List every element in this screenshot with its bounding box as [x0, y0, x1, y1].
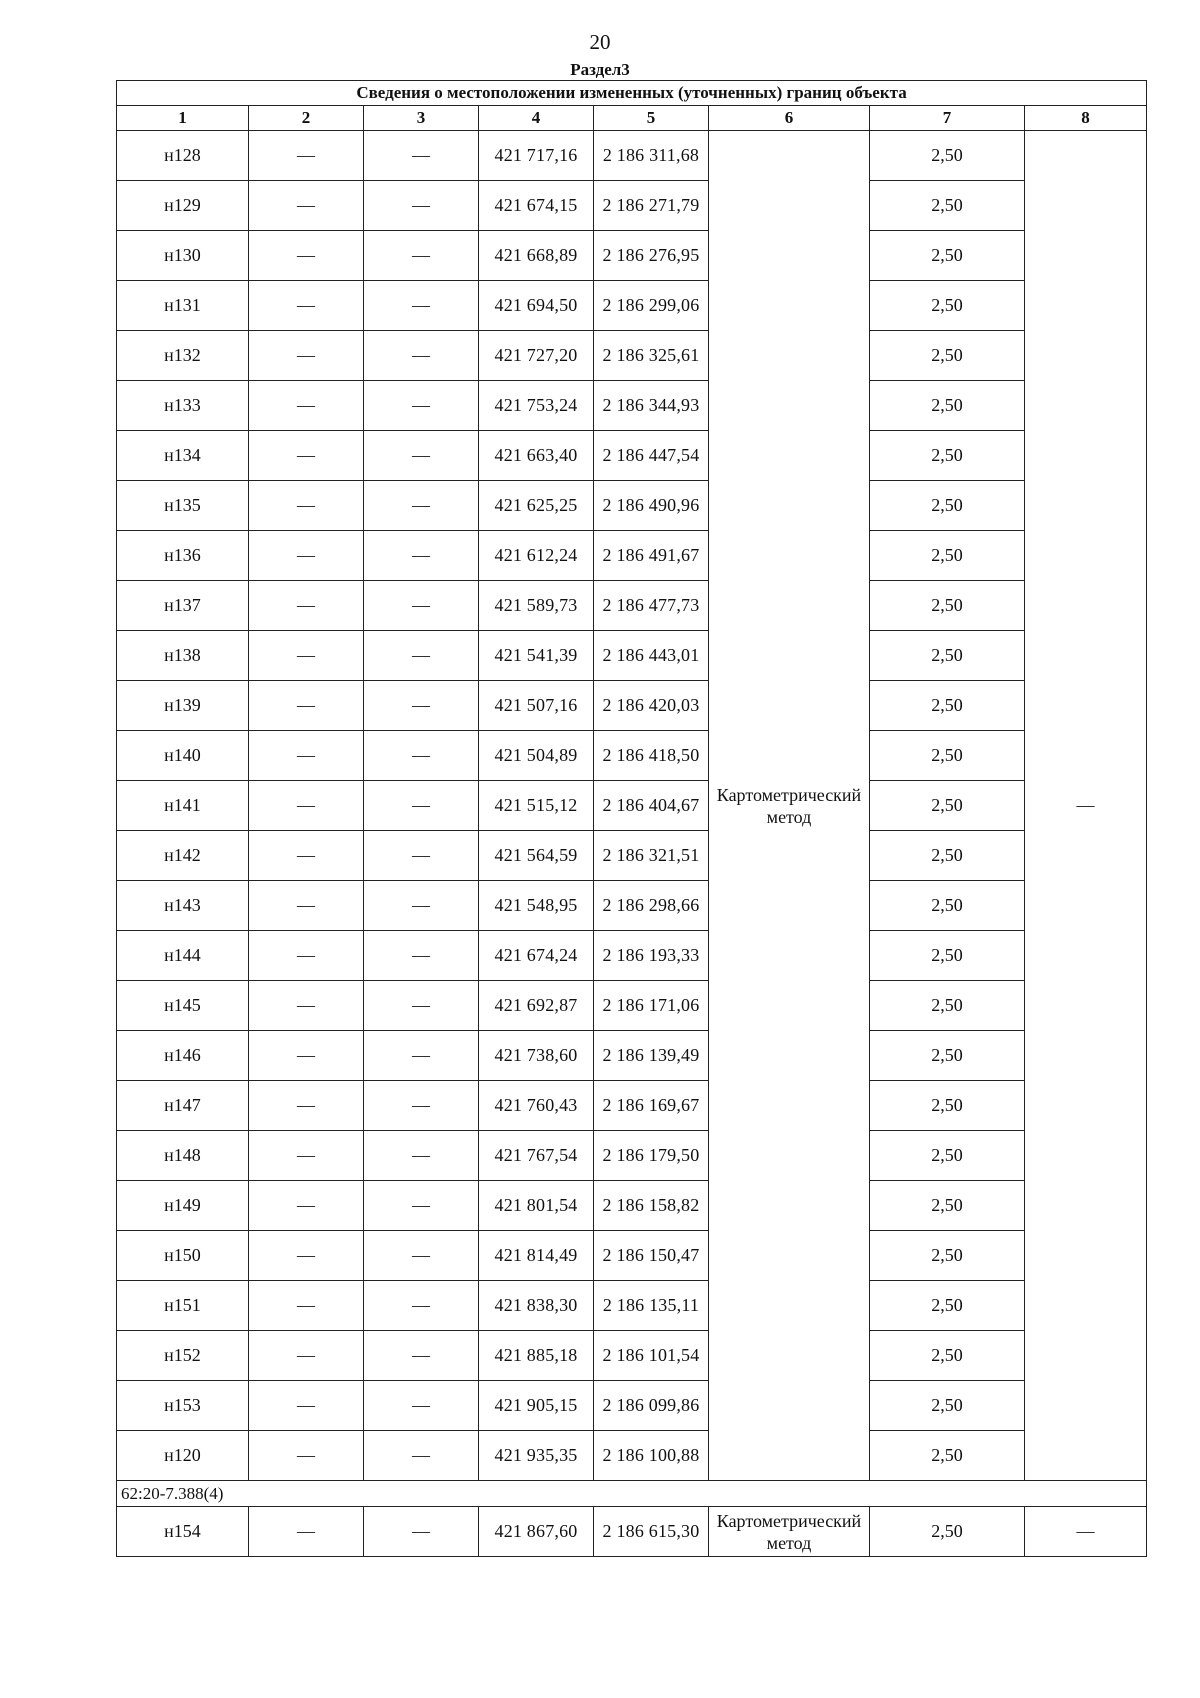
table-row — [117, 1031, 1147, 1081]
y-coordinate-cell: 2 186 298,66 — [594, 881, 709, 931]
y-coordinate-cell: 2 186 491,67 — [594, 531, 709, 581]
y-coordinate-cell: 2 186 420,03 — [594, 681, 709, 731]
y-coordinate-cell: 2 186 271,79 — [594, 181, 709, 231]
col8-cell-merged: — — [1025, 131, 1147, 1481]
accuracy-cell: 2,50 — [870, 631, 1025, 681]
y-coordinate-cell: 2 186 179,50 — [594, 1131, 709, 1181]
group-label: 62:20-7.388(4) — [117, 1481, 1147, 1507]
col2-cell: — — [249, 981, 364, 1031]
point-cell: н150 — [117, 1231, 249, 1281]
column-header-1: 1 — [117, 106, 249, 131]
table-row — [117, 631, 1147, 681]
x-coordinate-cell: 421 674,24 — [479, 931, 594, 981]
point-cell: н140 — [117, 731, 249, 781]
table-row — [117, 1431, 1147, 1481]
y-coordinate-cell: 2 186 169,67 — [594, 1081, 709, 1131]
boundary-table — [116, 80, 1147, 1557]
point-cell: н132 — [117, 331, 249, 381]
x-coordinate-cell: 421 663,40 — [479, 431, 594, 481]
col2-cell: — — [249, 831, 364, 881]
y-coordinate-cell: 2 186 139,49 — [594, 1031, 709, 1081]
y-coordinate-cell: 2 186 100,88 — [594, 1431, 709, 1481]
x-coordinate-cell: 421 504,89 — [479, 731, 594, 781]
column-header-5: 5 — [594, 106, 709, 131]
point-cell: н129 — [117, 181, 249, 231]
point-cell: н128 — [117, 131, 249, 181]
col2-cell: — — [249, 1081, 364, 1131]
y-coordinate-cell: 2 186 101,54 — [594, 1331, 709, 1381]
col3-cell: — — [364, 1507, 479, 1557]
point-cell: н144 — [117, 931, 249, 981]
accuracy-cell: 2,50 — [870, 1431, 1025, 1481]
accuracy-cell: 2,50 — [870, 231, 1025, 281]
table-row — [117, 931, 1147, 981]
y-coordinate-cell: 2 186 477,73 — [594, 581, 709, 631]
table-row — [117, 431, 1147, 481]
table-row — [117, 581, 1147, 631]
col3-cell: — — [364, 331, 479, 381]
point-cell: н153 — [117, 1381, 249, 1431]
x-coordinate-cell: 421 507,16 — [479, 681, 594, 731]
accuracy-cell: 2,50 — [870, 581, 1025, 631]
x-coordinate-cell: 421 717,16 — [479, 131, 594, 181]
col3-cell: — — [364, 581, 479, 631]
page-number: 20 — [589, 30, 611, 54]
accuracy-cell: 2,50 — [870, 331, 1025, 381]
col2-cell: — — [249, 1331, 364, 1381]
x-coordinate-cell: 421 905,15 — [479, 1381, 594, 1431]
table-row — [117, 831, 1147, 881]
col2-cell: — — [249, 431, 364, 481]
col3-cell: — — [364, 181, 479, 231]
point-cell: н138 — [117, 631, 249, 681]
y-coordinate-cell: 2 186 321,51 — [594, 831, 709, 881]
table-row — [117, 281, 1147, 331]
col3-cell: — — [364, 131, 479, 181]
col3-cell: — — [364, 681, 479, 731]
table-row — [117, 481, 1147, 531]
col3-cell: — — [364, 1431, 479, 1481]
col2-cell: — — [249, 631, 364, 681]
accuracy-cell: 2,50 — [870, 281, 1025, 331]
x-coordinate-cell: 421 885,18 — [479, 1331, 594, 1381]
col2-cell: — — [249, 1381, 364, 1431]
accuracy-cell: 2,50 — [870, 481, 1025, 531]
y-coordinate-cell: 2 186 615,30 — [594, 1507, 709, 1557]
accuracy-cell: 2,50 — [870, 1131, 1025, 1181]
point-cell: н136 — [117, 531, 249, 581]
x-coordinate-cell: 421 625,25 — [479, 481, 594, 531]
col2-cell: — — [249, 1281, 364, 1331]
section-title: Раздел3 — [570, 60, 630, 79]
x-coordinate-cell: 421 727,20 — [479, 331, 594, 381]
column-header-2: 2 — [249, 106, 364, 131]
x-coordinate-cell: 421 814,49 — [479, 1231, 594, 1281]
point-cell: н130 — [117, 231, 249, 281]
table-row — [117, 1507, 1147, 1557]
col2-cell: — — [249, 281, 364, 331]
point-cell: н134 — [117, 431, 249, 481]
col2-cell: — — [249, 181, 364, 231]
method-cell-merged: Картометрический метод — [709, 131, 870, 1481]
y-coordinate-cell: 2 186 158,82 — [594, 1181, 709, 1231]
y-coordinate-cell: 2 186 490,96 — [594, 481, 709, 531]
col2-cell: — — [249, 881, 364, 931]
col2-cell: — — [249, 381, 364, 431]
table-row — [117, 331, 1147, 381]
y-coordinate-cell: 2 186 299,06 — [594, 281, 709, 331]
accuracy-cell: 2,50 — [870, 431, 1025, 481]
accuracy-cell: 2,50 — [870, 1231, 1025, 1281]
col3-cell: — — [364, 731, 479, 781]
col3-cell: — — [364, 531, 479, 581]
table-row — [117, 1131, 1147, 1181]
col2-cell: — — [249, 781, 364, 831]
table-row — [117, 1081, 1147, 1131]
column-header-6: 6 — [709, 106, 870, 131]
accuracy-cell: 2,50 — [870, 531, 1025, 581]
accuracy-cell: 2,50 — [870, 1381, 1025, 1431]
y-coordinate-cell: 2 186 193,33 — [594, 931, 709, 981]
y-coordinate-cell: 2 186 276,95 — [594, 231, 709, 281]
x-coordinate-cell: 421 668,89 — [479, 231, 594, 281]
x-coordinate-cell: 421 760,43 — [479, 1081, 594, 1131]
y-coordinate-cell: 2 186 447,54 — [594, 431, 709, 481]
col3-cell: — — [364, 1281, 479, 1331]
col3-cell: — — [364, 1181, 479, 1231]
col2-cell: — — [249, 581, 364, 631]
col3-cell: — — [364, 931, 479, 981]
y-coordinate-cell: 2 186 344,93 — [594, 381, 709, 431]
point-cell: н146 — [117, 1031, 249, 1081]
table-row — [117, 131, 1147, 181]
x-coordinate-cell: 421 694,50 — [479, 281, 594, 331]
col2-cell: — — [249, 531, 364, 581]
col3-cell: — — [364, 1031, 479, 1081]
col2-cell: — — [249, 1507, 364, 1557]
table-row — [117, 1231, 1147, 1281]
method-cell: Картометрический метод — [709, 1507, 870, 1557]
accuracy-cell: 2,50 — [870, 1181, 1025, 1231]
table-row — [117, 881, 1147, 931]
x-coordinate-cell: 421 801,54 — [479, 1181, 594, 1231]
point-cell: н120 — [117, 1431, 249, 1481]
col3-cell: — — [364, 1381, 479, 1431]
col2-cell: — — [249, 231, 364, 281]
column-header-3: 3 — [364, 106, 479, 131]
table-row — [117, 381, 1147, 431]
col2-cell: — — [249, 481, 364, 531]
col2-cell: — — [249, 331, 364, 381]
accuracy-cell: 2,50 — [870, 931, 1025, 981]
y-coordinate-cell: 2 186 171,06 — [594, 981, 709, 1031]
point-cell: н151 — [117, 1281, 249, 1331]
col3-cell: — — [364, 631, 479, 681]
table-row — [117, 181, 1147, 231]
accuracy-cell: 2,50 — [870, 1281, 1025, 1331]
col3-cell: — — [364, 831, 479, 881]
col3-cell: — — [364, 1131, 479, 1181]
x-coordinate-cell: 421 548,95 — [479, 881, 594, 931]
col2-cell: — — [249, 681, 364, 731]
x-coordinate-cell: 421 738,60 — [479, 1031, 594, 1081]
x-coordinate-cell: 421 589,73 — [479, 581, 594, 631]
x-coordinate-cell: 421 867,60 — [479, 1507, 594, 1557]
col2-cell: — — [249, 931, 364, 981]
table-row — [117, 781, 1147, 831]
y-coordinate-cell: 2 186 099,86 — [594, 1381, 709, 1431]
table-row — [117, 981, 1147, 1031]
y-coordinate-cell: 2 186 150,47 — [594, 1231, 709, 1281]
col2-cell: — — [249, 1431, 364, 1481]
x-coordinate-cell: 421 935,35 — [479, 1431, 594, 1481]
point-cell: н141 — [117, 781, 249, 831]
point-cell: н137 — [117, 581, 249, 631]
accuracy-cell: 2,50 — [870, 781, 1025, 831]
table-row — [117, 1381, 1147, 1431]
accuracy-cell: 2,50 — [870, 1331, 1025, 1381]
col3-cell: — — [364, 1081, 479, 1131]
table-caption: Сведения о местоположении измененных (уточненных) границ объекта — [117, 81, 1147, 106]
col3-cell: — — [364, 281, 479, 331]
accuracy-cell: 2,50 — [870, 131, 1025, 181]
col3-cell: — — [364, 981, 479, 1031]
y-coordinate-cell: 2 186 418,50 — [594, 731, 709, 781]
y-coordinate-cell: 2 186 311,68 — [594, 131, 709, 181]
table-row — [117, 1281, 1147, 1331]
accuracy-cell: 2,50 — [870, 681, 1025, 731]
col3-cell: — — [364, 781, 479, 831]
x-coordinate-cell: 421 753,24 — [479, 381, 594, 431]
col2-cell: — — [249, 131, 364, 181]
table-row — [117, 681, 1147, 731]
y-coordinate-cell: 2 186 404,67 — [594, 781, 709, 831]
y-coordinate-cell: 2 186 135,11 — [594, 1281, 709, 1331]
table-row — [117, 731, 1147, 781]
accuracy-cell: 2,50 — [870, 1507, 1025, 1557]
point-cell: н149 — [117, 1181, 249, 1231]
col3-cell: — — [364, 1231, 479, 1281]
point-cell: н139 — [117, 681, 249, 731]
accuracy-cell: 2,50 — [870, 1031, 1025, 1081]
x-coordinate-cell: 421 838,30 — [479, 1281, 594, 1331]
column-header-8: 8 — [1025, 106, 1147, 131]
col2-cell: — — [249, 1031, 364, 1081]
y-coordinate-cell: 2 186 325,61 — [594, 331, 709, 381]
col3-cell: — — [364, 481, 479, 531]
table-row — [117, 231, 1147, 281]
col2-cell: — — [249, 1181, 364, 1231]
x-coordinate-cell: 421 692,87 — [479, 981, 594, 1031]
table-row — [117, 1181, 1147, 1231]
col3-cell: — — [364, 231, 479, 281]
point-cell: н147 — [117, 1081, 249, 1131]
table-row — [117, 531, 1147, 581]
point-cell: н135 — [117, 481, 249, 531]
col3-cell: — — [364, 431, 479, 481]
col3-cell: — — [364, 381, 479, 431]
column-header-7: 7 — [870, 106, 1025, 131]
point-cell: н143 — [117, 881, 249, 931]
x-coordinate-cell: 421 564,59 — [479, 831, 594, 881]
point-cell: н152 — [117, 1331, 249, 1381]
accuracy-cell: 2,50 — [870, 1081, 1025, 1131]
point-cell: н142 — [117, 831, 249, 881]
accuracy-cell: 2,50 — [870, 181, 1025, 231]
column-header-4: 4 — [479, 106, 594, 131]
col8-cell: — — [1025, 1507, 1147, 1557]
col3-cell: — — [364, 1331, 479, 1381]
table-row — [117, 1331, 1147, 1381]
point-cell: н154 — [117, 1507, 249, 1557]
x-coordinate-cell: 421 674,15 — [479, 181, 594, 231]
x-coordinate-cell: 421 541,39 — [479, 631, 594, 681]
x-coordinate-cell: 421 515,12 — [479, 781, 594, 831]
point-cell: н131 — [117, 281, 249, 331]
accuracy-cell: 2,50 — [870, 831, 1025, 881]
accuracy-cell: 2,50 — [870, 381, 1025, 431]
accuracy-cell: 2,50 — [870, 731, 1025, 781]
col2-cell: — — [249, 1131, 364, 1181]
accuracy-cell: 2,50 — [870, 881, 1025, 931]
col3-cell: — — [364, 881, 479, 931]
col2-cell: — — [249, 731, 364, 781]
x-coordinate-cell: 421 767,54 — [479, 1131, 594, 1181]
accuracy-cell: 2,50 — [870, 981, 1025, 1031]
point-cell: н145 — [117, 981, 249, 1031]
col2-cell: — — [249, 1231, 364, 1281]
point-cell: н133 — [117, 381, 249, 431]
y-coordinate-cell: 2 186 443,01 — [594, 631, 709, 681]
point-cell: н148 — [117, 1131, 249, 1181]
x-coordinate-cell: 421 612,24 — [479, 531, 594, 581]
